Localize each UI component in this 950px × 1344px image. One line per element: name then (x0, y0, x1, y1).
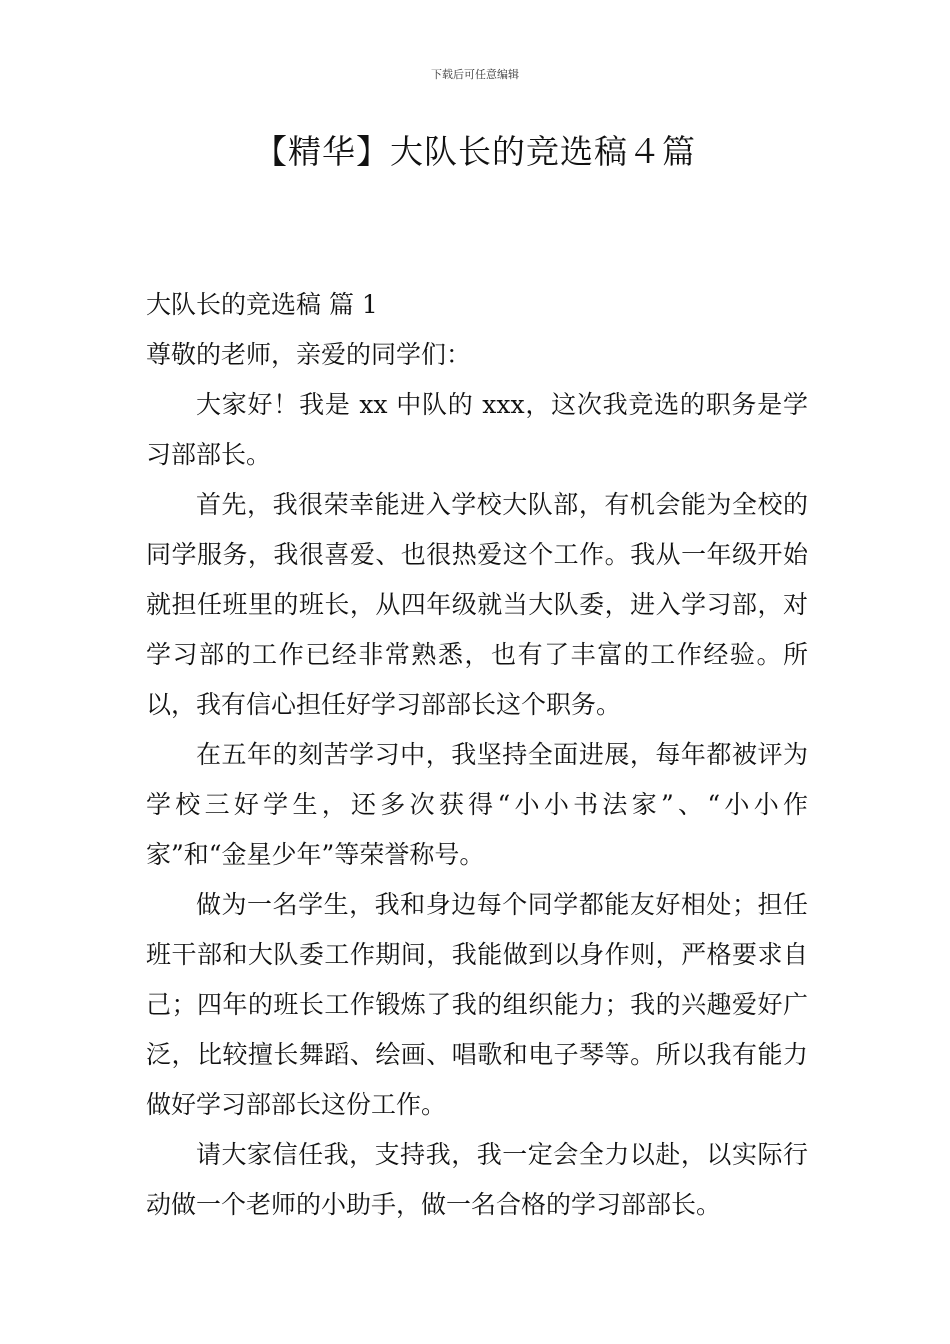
header-note: 下载后可任意编辑 (431, 68, 519, 81)
paragraph: 在五年的刻苦学习中，我坚持全面进展，每年都被评为学校三好学生，还多次获得“小小书法家”、“小小作家”和“金星少年”等荣誉称号。 (146, 740, 808, 869)
paragraph: 大家好！我是 xx 中队的 xxx，这次我竞选的职务是学习部部长。 (146, 390, 808, 469)
paragraph: 首先，我很荣幸能进入学校大队部，有机会能为全校的同学服务，我很喜爱、也很热爱这个工作。我从一年级开始就担任班里的班长，从四年级就当大队委，进入学习部，对学习部的工作已经非常熟悉，也有了丰富的工作经验。所以，我有信心担任好学习部部长这个职务。 (146, 490, 808, 719)
paragraph: 请大家信任我，支持我，我一定会全力以赴，以实际行动做一个老师的小助手，做一名合格的学习部部长。 (146, 1140, 808, 1219)
document-body (146, 280, 808, 1230)
salutation: 尊敬的老师，亲爱的同学们： (146, 340, 472, 369)
paragraph: 做为一名学生，我和身边每个同学都能友好相处；担任班干部和大队委工作期间，我能做到以身作则，严格要求自己；四年的班长工作锻炼了我的组织能力；我的兴趣爱好广泛，比较擅长舞蹈、绘画、唱歌和电子琴等。所以我有能力做好学习部部长这份工作。 (146, 890, 808, 1119)
document-title: 【精华】大队长的竞选稿４篇 (254, 132, 696, 171)
section-heading: 大队长的竞选稿 篇 1 (146, 290, 378, 319)
